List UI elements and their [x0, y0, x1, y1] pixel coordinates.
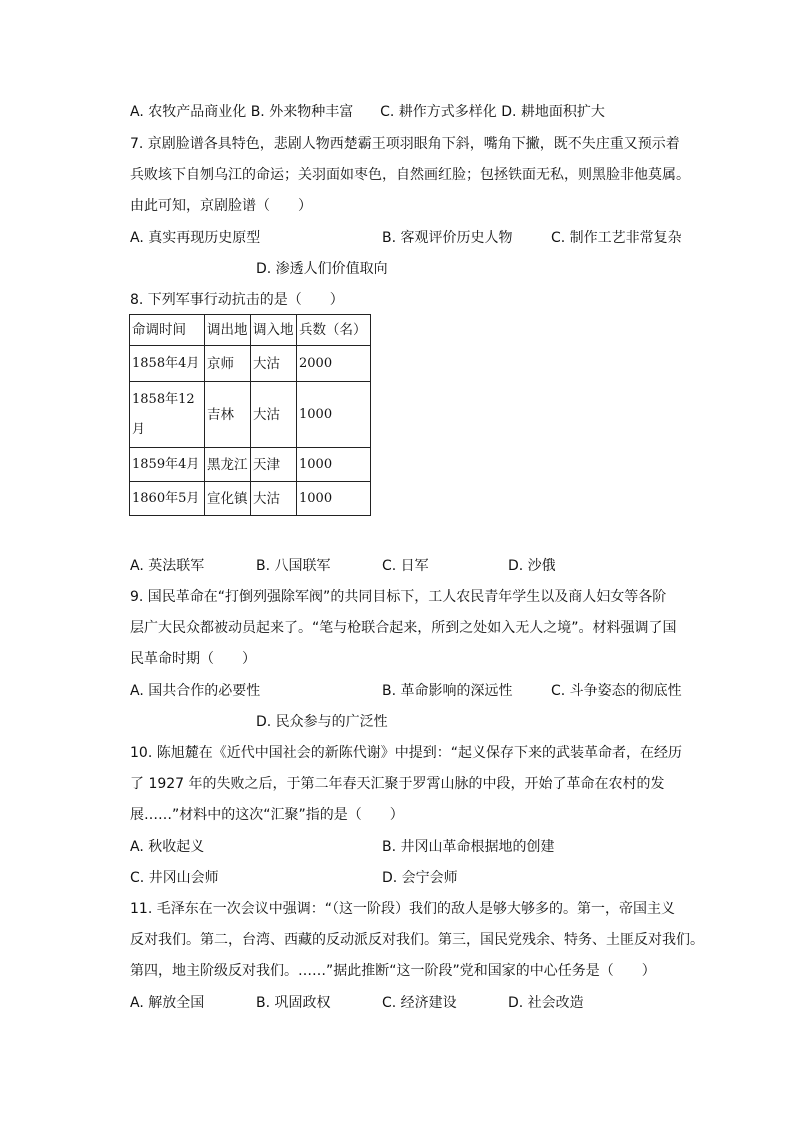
q10-stem-line-2: 了 1927 年的失败之后，于第二年春天汇聚于罗霄山脉的中段，开始了革命在农村的发 [130, 776, 665, 792]
table-header-cell: 调入地 [251, 315, 297, 346]
q6-option-d: D. 耕地面积扩大 [501, 104, 605, 120]
q11-option-b: B. 巩固政权 [256, 995, 331, 1011]
q8-option-b: B. 八国联军 [256, 558, 331, 574]
q7-option-d: D. 渗透人们价值取向 [256, 261, 388, 277]
q9-stem-line-3: 民革命时期（ ） [130, 651, 256, 667]
q11-stem-line-3: 第四，地主阶级反对我们。……”据此推断“这一阶段”党和国家的中心任务是（ ） [130, 963, 656, 979]
q6-option-b: B. 外来物种丰富 [250, 104, 354, 120]
q7-option-b: B. 客观评价历史人物 [382, 230, 513, 246]
table-cell: 吉林 [205, 382, 251, 448]
table-row [130, 482, 371, 516]
q7-stem-line-2: 兵败垓下自刎乌江的命运；关羽面如枣色，自然画红脸；包拯铁面无私，则黑脸非他莫属。 [130, 167, 690, 183]
q9-stem-line-1: 9. 国民革命在“打倒列强除军阀”的共同目标下，工人农民青年学生以及商人妇女等各阶 [130, 589, 667, 605]
q8-table [129, 314, 371, 516]
table-cell: 大沽 [251, 382, 297, 448]
q6-option-a: A. 农牧产品商业化 [130, 104, 247, 120]
table-cell: 1858年12月 [130, 382, 205, 448]
q9-option-d: D. 民众参与的广泛性 [256, 714, 388, 730]
table-header-row [130, 315, 371, 346]
table-row [130, 346, 371, 382]
q10-stem-line-1: 10. 陈旭麓在《近代中国社会的新陈代谢》中提到：“起义保存下来的武装革命者，在经历 [130, 745, 682, 761]
table-header-cell: 命调时间 [130, 315, 205, 346]
q10-option-c: C. 井冈山会师 [130, 870, 219, 886]
q11-option-c: C. 经济建设 [382, 995, 457, 1011]
q9-stem-line-2: 层广大民众都被动员起来了。“笔与枪联合起来，所到之处如入无人之境”。材料强调了国 [130, 620, 677, 636]
q10-option-b: B. 井冈山革命根据地的创建 [382, 839, 555, 855]
q11-option-a: A. 解放全国 [130, 995, 205, 1011]
q11-stem-line-1: 11. 毛泽东在一次会议中强调：“（这一阶段）我们的敌人是够大够多的。第一，帝国主义 [130, 901, 675, 917]
table-row [130, 382, 371, 448]
table-cell: 2000 [297, 346, 371, 382]
q10-option-a: A. 秋收起义 [130, 839, 205, 855]
table-cell: 1859年4月 [130, 448, 205, 482]
q7-option-c: C. 制作工艺非常复杂 [551, 230, 682, 246]
q7-stem-line-1: 7. 京剧脸谱各具特色，悲剧人物西楚霸王项羽眼角下斜，嘴角下撇，既不失庄重又预示着 [130, 136, 680, 152]
table-cell: 1860年5月 [130, 482, 205, 516]
q7-stem-line-3: 由此可知，京剧脸谱（ ） [130, 198, 312, 214]
table-row [130, 448, 371, 482]
table-cell: 1000 [297, 448, 371, 482]
table-cell: 1000 [297, 382, 371, 448]
table-header-cell: 调出地 [205, 315, 251, 346]
table-cell: 大沽 [251, 482, 297, 516]
table-cell: 黑龙江 [205, 448, 251, 482]
q8-stem: 8. 下列军事行动抗击的是（ ） [130, 292, 344, 308]
q8-option-a: A. 英法联军 [130, 558, 205, 574]
q6-options-row [130, 102, 605, 122]
q8-option-d: D. 沙俄 [508, 558, 556, 574]
table-cell: 京师 [205, 346, 251, 382]
table-cell: 大沽 [251, 346, 297, 382]
table-cell: 宣化镇 [205, 482, 251, 516]
q10-stem-line-3: 展……”材料中的这次“汇聚”指的是（ ） [130, 807, 404, 823]
table-cell: 1000 [297, 482, 371, 516]
table-cell: 天津 [251, 448, 297, 482]
table-header-cell: 兵数（名） [297, 315, 371, 346]
table-cell: 1858年4月 [130, 346, 205, 382]
q9-option-a: A. 国共合作的必要性 [130, 683, 261, 699]
q11-option-d: D. 社会改造 [508, 995, 584, 1011]
q11-stem-line-2: 反对我们。第二，台湾、西藏的反动派反对我们。第三，国民党残余、特务、土匪反对我们。 [130, 932, 704, 948]
q9-option-c: C. 斗争姿态的彻底性 [551, 683, 682, 699]
q6-option-c: C. 耕作方式多样化 [380, 104, 497, 120]
q10-option-d: D. 会宁会师 [382, 870, 458, 886]
q9-option-b: B. 革命影响的深远性 [382, 683, 513, 699]
q7-option-a: A. 真实再现历史原型 [130, 230, 261, 246]
q8-option-c: C. 日军 [382, 558, 429, 574]
